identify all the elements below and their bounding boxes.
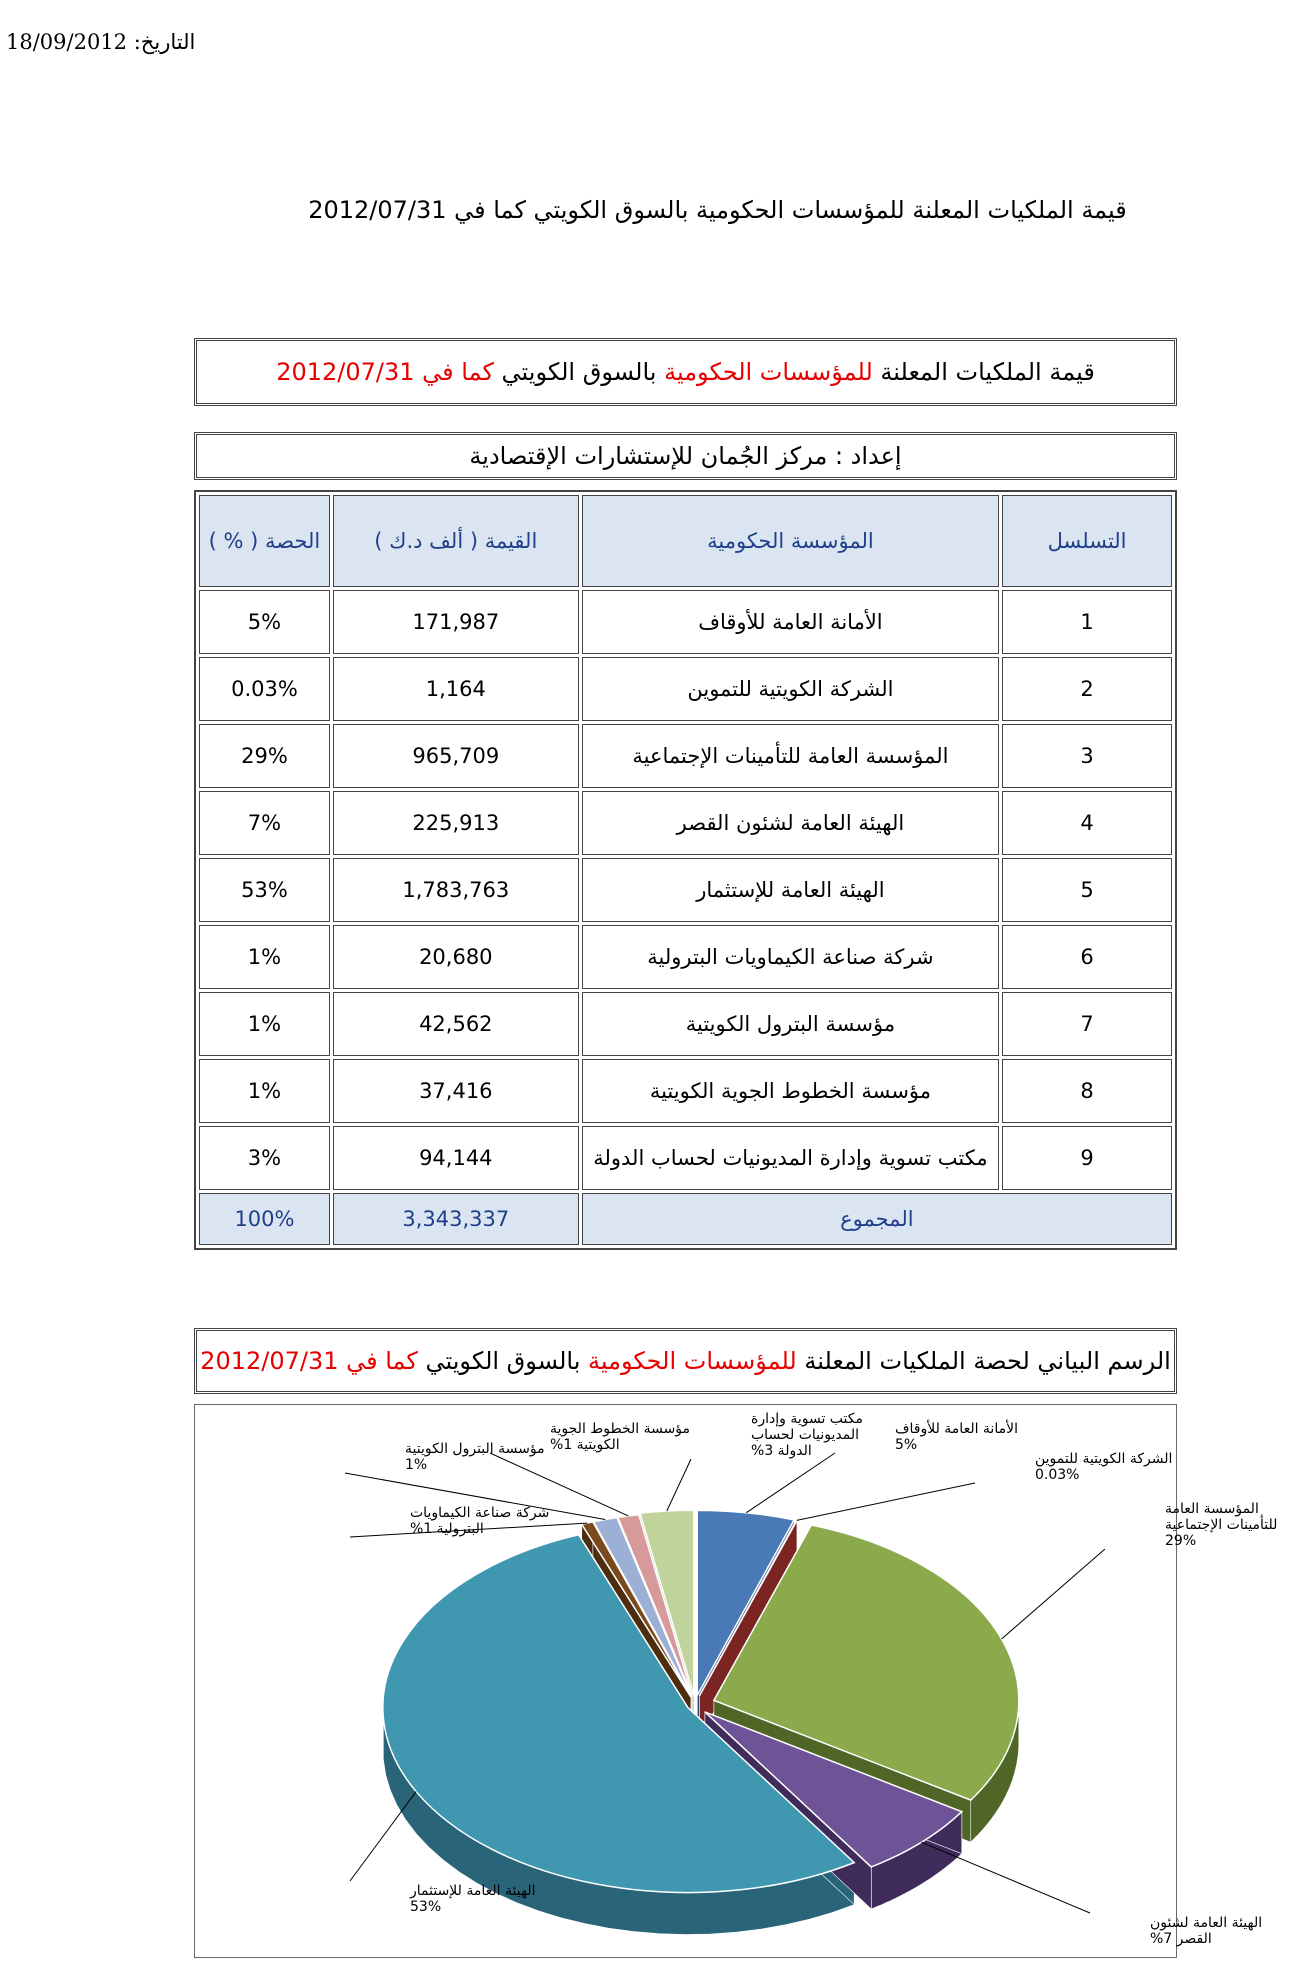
table-row — [199, 858, 1172, 922]
header-value: القيمة ( ألف د.ك ) — [333, 495, 579, 587]
row-value: 37,416 — [333, 1059, 579, 1123]
prepared-by: إعداد : مركز الجُمان للإستشارات الإقتصادية — [469, 442, 902, 470]
row-share: 29% — [199, 724, 330, 788]
table-total-row — [199, 1193, 1172, 1245]
pie-label: المديونيات لحساب — [751, 1427, 859, 1443]
row-value: 171,987 — [333, 590, 579, 654]
row-serial: 4 — [1002, 791, 1172, 855]
leader-line — [921, 1842, 1090, 1913]
row-share: 3% — [199, 1126, 330, 1190]
pie-label: البترولية 1% — [410, 1521, 484, 1537]
row-name: المؤسسة العامة للتأمينات الإجتماعية — [582, 724, 999, 788]
page-title: قيمة الملكيات المعلنة للمؤسسات الحكومية بالسوق الكويتي كما في 2012/07/31 — [308, 196, 1127, 224]
row-value: 965,709 — [333, 724, 579, 788]
table-row — [199, 791, 1172, 855]
pie-label: 53% — [410, 1899, 442, 1915]
row-name: مكتب تسوية وإدارة المديونيات لحساب الدولة — [582, 1126, 999, 1190]
pie-label: المؤسسة العامة — [1165, 1501, 1259, 1517]
header-share: الحصة ( % ) — [199, 495, 330, 587]
pie-label: مؤسسة الخطوط الجوية — [550, 1421, 691, 1437]
row-name: شركة صناعة الكيماويات البترولية — [582, 925, 999, 989]
header-institution: المؤسسة الحكومية — [582, 495, 999, 587]
pie-label: الدولة 3% — [751, 1443, 812, 1459]
pie-label: مؤسسة البترول الكويتية — [405, 1441, 545, 1457]
row-share: 1% — [199, 992, 330, 1056]
row-value: 20,680 — [333, 925, 579, 989]
row-value: 1,783,763 — [333, 858, 579, 922]
pie-label: الشركة الكويتية للتموين — [1035, 1451, 1173, 1467]
pie-label: 0.03% — [1035, 1467, 1080, 1483]
pie-label: مكتب تسوية وإدارة — [751, 1411, 863, 1427]
pie-label: 5% — [895, 1437, 918, 1453]
pie-label: الأمانة العامة للأوقاف — [895, 1421, 1018, 1437]
leader-line — [797, 1483, 975, 1520]
table-title-box — [194, 338, 1177, 406]
pie-chart — [195, 1405, 1278, 1956]
pie-chart-frame — [194, 1404, 1278, 1958]
table-row — [199, 925, 1172, 989]
total-label: المجموع — [582, 1193, 1172, 1245]
pie-label: الكويتية 1% — [550, 1437, 620, 1453]
pie-label: للتأمينات الإجتماعية — [1165, 1517, 1278, 1533]
row-share: 1% — [199, 1059, 330, 1123]
table-title: قيمة الملكيات المعلنة للمؤسسات الحكومية بالسوق الكويتي كما في 2012/07/31 — [276, 358, 1095, 386]
row-serial: 7 — [1002, 992, 1172, 1056]
chart-title: الرسم البياني لحصة الملكيات المعلنة للمؤسسات الحكومية بالسوق الكويتي كما في 2012/07/31 — [200, 1347, 1171, 1375]
row-serial: 1 — [1002, 590, 1172, 654]
table-row — [199, 590, 1172, 654]
row-share: 53% — [199, 858, 330, 922]
pie-label: شركة صناعة الكيماويات — [410, 1505, 550, 1521]
row-name: الهيئة العامة لشئون القصر — [582, 791, 999, 855]
pie-label: الهيئة العامة لشئون — [1150, 1915, 1263, 1931]
leader-line — [1002, 1549, 1105, 1639]
row-serial: 3 — [1002, 724, 1172, 788]
total-value: 3,343,337 — [333, 1193, 579, 1245]
row-value: 1,164 — [333, 657, 579, 721]
pie-label: القصر 7% — [1150, 1931, 1212, 1947]
row-name: مؤسسة الخطوط الجوية الكويتية — [582, 1059, 999, 1123]
chart-title-box — [194, 1328, 1177, 1394]
row-share: 5% — [199, 590, 330, 654]
row-serial: 6 — [1002, 925, 1172, 989]
row-name: الهيئة العامة للإستثمار — [582, 858, 999, 922]
row-serial: 9 — [1002, 1126, 1172, 1190]
leader-line — [350, 1792, 416, 1881]
row-share: 0.03% — [199, 657, 330, 721]
row-serial: 8 — [1002, 1059, 1172, 1123]
table-row — [199, 1126, 1172, 1190]
row-serial: 2 — [1002, 657, 1172, 721]
total-share: 100% — [199, 1193, 330, 1245]
prepared-by-box — [194, 432, 1177, 480]
row-name: الأمانة العامة للأوقاف — [582, 590, 999, 654]
row-share: 7% — [199, 791, 330, 855]
pie-label: 29% — [1165, 1533, 1197, 1549]
row-share: 1% — [199, 925, 330, 989]
table-header-row — [199, 495, 1172, 587]
pie-label: 1% — [405, 1457, 428, 1473]
row-name: الشركة الكويتية للتموين — [582, 657, 999, 721]
table-row — [199, 992, 1172, 1056]
header-serial: التسلسل — [1002, 495, 1172, 587]
ownership-table — [194, 490, 1177, 1250]
pie-label: الهيئة العامة للإستثمار — [410, 1883, 536, 1899]
table-row — [199, 657, 1172, 721]
leader-line — [746, 1453, 835, 1513]
leader-line — [667, 1459, 691, 1511]
date-line: التاريخ: 18/09/2012 — [6, 30, 196, 54]
row-name: مؤسسة البترول الكويتية — [582, 992, 999, 1056]
table-row — [199, 724, 1172, 788]
row-value: 94,144 — [333, 1126, 579, 1190]
table-row — [199, 1059, 1172, 1123]
row-value: 225,913 — [333, 791, 579, 855]
row-serial: 5 — [1002, 858, 1172, 922]
row-value: 42,562 — [333, 992, 579, 1056]
